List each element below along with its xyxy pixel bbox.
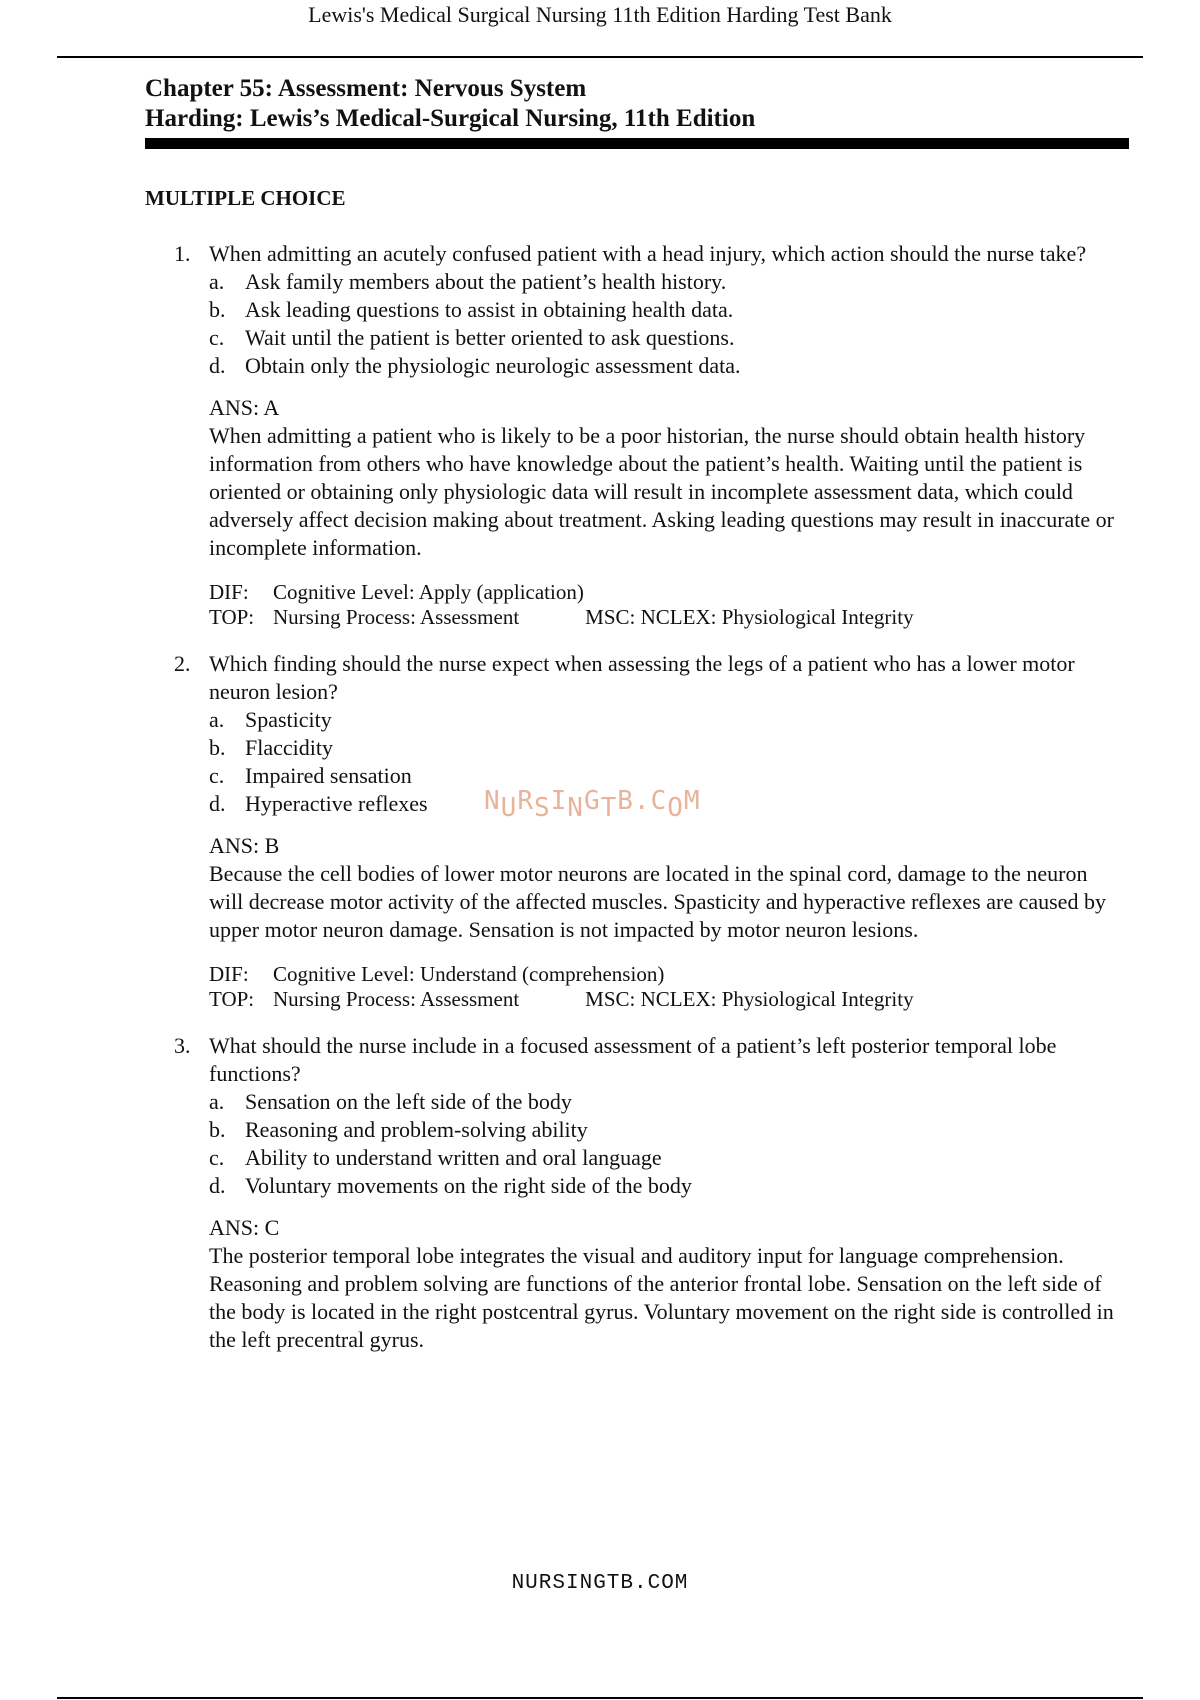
chapter-title: Chapter 55: Assessment: Nervous System — [145, 75, 587, 102]
option-text: Wait until the patient is better oriented to ask questions. — [245, 325, 735, 350]
option-letter: d. — [209, 1173, 226, 1198]
option-b — [209, 734, 1124, 762]
book-title: Harding: Lewis’s Medical-Surgical Nursing, 11th Edition — [145, 105, 756, 132]
dif-value: Cognitive Level: Understand (comprehension) — [273, 962, 665, 986]
option-letter: b. — [209, 735, 226, 760]
running-header: Lewis's Medical Surgical Nursing 11th Edition Harding Test Bank — [308, 2, 892, 27]
question-stem: When admitting an acutely confused patient with a head injury, which action should the nurse take? — [209, 241, 1087, 266]
watermark-letter: O — [667, 793, 684, 823]
answer-block — [209, 1214, 1124, 1354]
top-label: TOP: — [209, 987, 255, 1011]
dif-label: DIF: — [209, 962, 249, 986]
rationale: Because the cell bodies of lower motor neurons are located in the spinal cord, damage to the neuron will decrease motor activity of the affected muscles. Spasticity and hyperactive reflexes are caused by upper motor neuron damage. Sensation is not impacted by motor neuron lesions. — [209, 861, 1106, 942]
option-a — [209, 706, 1124, 734]
option-d — [209, 352, 1124, 380]
watermark-letter: C — [650, 786, 668, 816]
dif-value: Cognitive Level: Apply (application) — [273, 580, 584, 604]
option-b — [209, 1116, 1124, 1144]
watermark-letter: S — [533, 793, 551, 823]
option-letter: b. — [209, 1117, 226, 1142]
top-value: Nursing Process: Assessment — [273, 987, 520, 1011]
watermark-letter: M — [683, 786, 701, 816]
chapter-rule — [145, 138, 1129, 149]
option-text: Flaccidity — [245, 735, 333, 760]
option-c — [209, 324, 1124, 352]
option-letter: d. — [209, 791, 226, 816]
msc-value: MSC: NCLEX: Physiological Integrity — [585, 605, 914, 629]
header-rule — [57, 56, 1143, 58]
footer-site: NURSINGTB.COM — [511, 1572, 689, 1595]
option-b — [209, 296, 1124, 324]
question-number: 3. — [174, 1033, 191, 1058]
option-letter: d. — [209, 353, 226, 378]
option-a — [209, 268, 1124, 296]
watermark-letter: T — [600, 793, 618, 823]
question-3 — [174, 1032, 1124, 1354]
option-letter: a. — [209, 707, 225, 732]
option-list — [209, 268, 1124, 380]
option-text: Spasticity — [245, 707, 332, 732]
watermark-letter: N — [567, 793, 584, 823]
watermark — [484, 786, 701, 823]
option-letter: a. — [209, 269, 225, 294]
msc-value: MSC: NCLEX: Physiological Integrity — [585, 987, 914, 1011]
option-d — [209, 1172, 1124, 1200]
option-letter: c. — [209, 1145, 225, 1170]
dif-row — [209, 580, 1124, 605]
top-label: TOP: — [209, 605, 255, 629]
watermark-letter: I — [550, 786, 568, 816]
option-text: Obtain only the physiologic neurologic assessment data. — [245, 353, 741, 378]
question-stem: Which finding should the nurse expect when assessing the legs of a patient who has a lower motor neuron lesion? — [209, 651, 1075, 704]
option-text: Voluntary movements on the right side of the body — [245, 1173, 692, 1198]
dif-label: DIF: — [209, 580, 249, 604]
option-letter: c. — [209, 763, 225, 788]
option-text: Ability to understand written and oral language — [245, 1145, 662, 1170]
top-row — [209, 605, 1124, 630]
question-number: 2. — [174, 651, 191, 676]
option-a — [209, 1088, 1124, 1116]
option-letter: b. — [209, 297, 226, 322]
option-text: Ask family members about the patient’s health history. — [245, 269, 727, 294]
question-1 — [174, 240, 1124, 630]
option-c — [209, 1144, 1124, 1172]
option-text: Hyperactive reflexes — [245, 791, 428, 816]
dif-row — [209, 962, 1124, 987]
watermark-letter: U — [500, 793, 518, 823]
question-number: 1. — [174, 241, 191, 266]
question-meta — [209, 962, 1124, 1012]
answer-key: ANS: B — [209, 833, 280, 858]
option-letter: c. — [209, 325, 225, 350]
watermark-letter: G — [583, 786, 601, 816]
option-list — [209, 1088, 1124, 1200]
question-meta — [209, 580, 1124, 630]
top-value: Nursing Process: Assessment — [273, 605, 520, 629]
watermark-letter: N — [484, 786, 501, 816]
option-text: Ask leading questions to assist in obtaining health data. — [245, 297, 734, 322]
option-letter: a. — [209, 1089, 225, 1114]
option-text: Impaired sensation — [245, 763, 412, 788]
answer-key: ANS: C — [209, 1215, 280, 1240]
rationale: The posterior temporal lobe integrates the visual and auditory input for language comprehension. Reasoning and problem solving are functions of the anterior frontal lobe. Sensation on the left side of the body is located in the right postcentral gyrus. Voluntary movement on the right side is controlled in the left precentral gyrus. — [209, 1243, 1114, 1352]
watermark-letter: B — [617, 786, 634, 816]
footer-rule — [57, 1697, 1143, 1699]
question-2 — [174, 650, 1124, 1012]
rationale: When admitting a patient who is likely to be a poor historian, the nurse should obtain health history information from others who have knowledge about the patient’s health. Waiting until the patient is oriented or obtaining only physiologic data will result in incomplete assessment data, which could adversely affect decision making about treatment. Asking leading questions may result in inaccurate or incomplete information. — [209, 423, 1114, 560]
answer-block — [209, 394, 1124, 562]
answer-key: ANS: A — [209, 395, 280, 420]
section-heading: MULTIPLE CHOICE — [145, 186, 346, 210]
watermark-letter: R — [517, 786, 534, 816]
option-text: Reasoning and problem-solving ability — [245, 1117, 588, 1142]
watermark-letter: . — [633, 786, 651, 816]
chapter-block — [145, 74, 1129, 149]
answer-block — [209, 832, 1124, 944]
question-stem: What should the nurse include in a focused assessment of a patient’s left posterior temporal lobe functions? — [209, 1033, 1057, 1086]
top-row — [209, 987, 1124, 1012]
option-text: Sensation on the left side of the body — [245, 1089, 572, 1114]
